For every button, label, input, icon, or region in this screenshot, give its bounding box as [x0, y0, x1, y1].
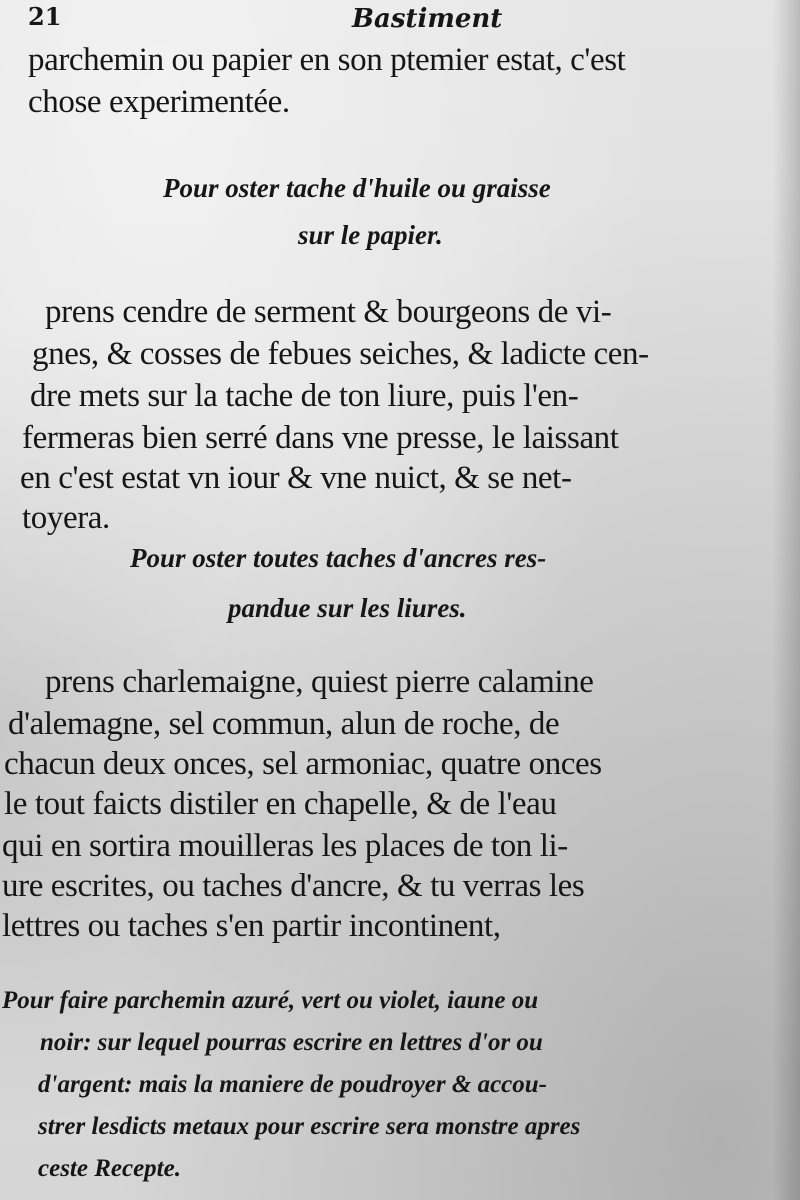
paragraph-line: le tout faicts distiler en chapelle, & de l'eau: [4, 786, 557, 822]
section-heading: ceste Recepte.: [38, 1155, 181, 1182]
continuation-line: parchemin ou papier en son ptemier estat, c'est: [28, 42, 626, 78]
continuation-line: chose experimentée.: [28, 84, 290, 120]
paragraph-line: ure escrites, ou taches d'ancre, & tu verras les: [2, 868, 585, 904]
page-header: [0, 2, 800, 38]
section-heading: strer lesdicts metaux pour escrire sera monstre apres: [38, 1113, 581, 1140]
section-heading: d'argent: mais la maniere de poudroyer & accou-: [38, 1071, 547, 1098]
section-heading: sur le papier.: [298, 220, 443, 250]
page-number: 21: [28, 2, 62, 31]
paragraph-line: toyera.: [22, 500, 110, 536]
paragraph-line: lettres ou taches s'en partir incontinent,: [2, 908, 501, 944]
section-heading: Pour faire parchemin azuré, vert ou violet, iaune ou: [2, 987, 539, 1014]
paragraph-line: gnes, & cosses de febues seiches, & ladicte cen-: [32, 336, 649, 372]
section-heading: noir: sur lequel pourras escrire en lettres d'or ou: [40, 1029, 543, 1056]
page-edge-shadow: [772, 0, 800, 1200]
paragraph-line: dre mets sur la tache de ton liure, puis l'en-: [30, 378, 579, 414]
paragraph-line: prens charlemaigne, quiest pierre calamine: [45, 664, 594, 700]
paragraph-line: en c'est estat vn iour & vne nuict, & se net-: [20, 460, 572, 496]
paragraph-line: d'alemagne, sel commun, alun de roche, de: [8, 706, 560, 742]
paragraph-line: qui en sortira mouilleras les places de ton li-: [2, 828, 568, 864]
section-heading: pandue sur les liures.: [228, 593, 467, 623]
paragraph-line: chacun deux onces, sel armoniac, quatre onces: [4, 746, 602, 782]
paragraph-line: fermeras bien serré dans vne presse, le laissant: [22, 420, 619, 456]
section-heading: Pour oster tache d'huile ou graisse: [163, 173, 551, 203]
running-head: Bastiment: [352, 4, 503, 34]
section-heading: Pour oster toutes taches d'ancres res-: [130, 543, 547, 573]
paragraph-line: prens cendre de serment & bourgeons de vi-: [45, 294, 612, 330]
